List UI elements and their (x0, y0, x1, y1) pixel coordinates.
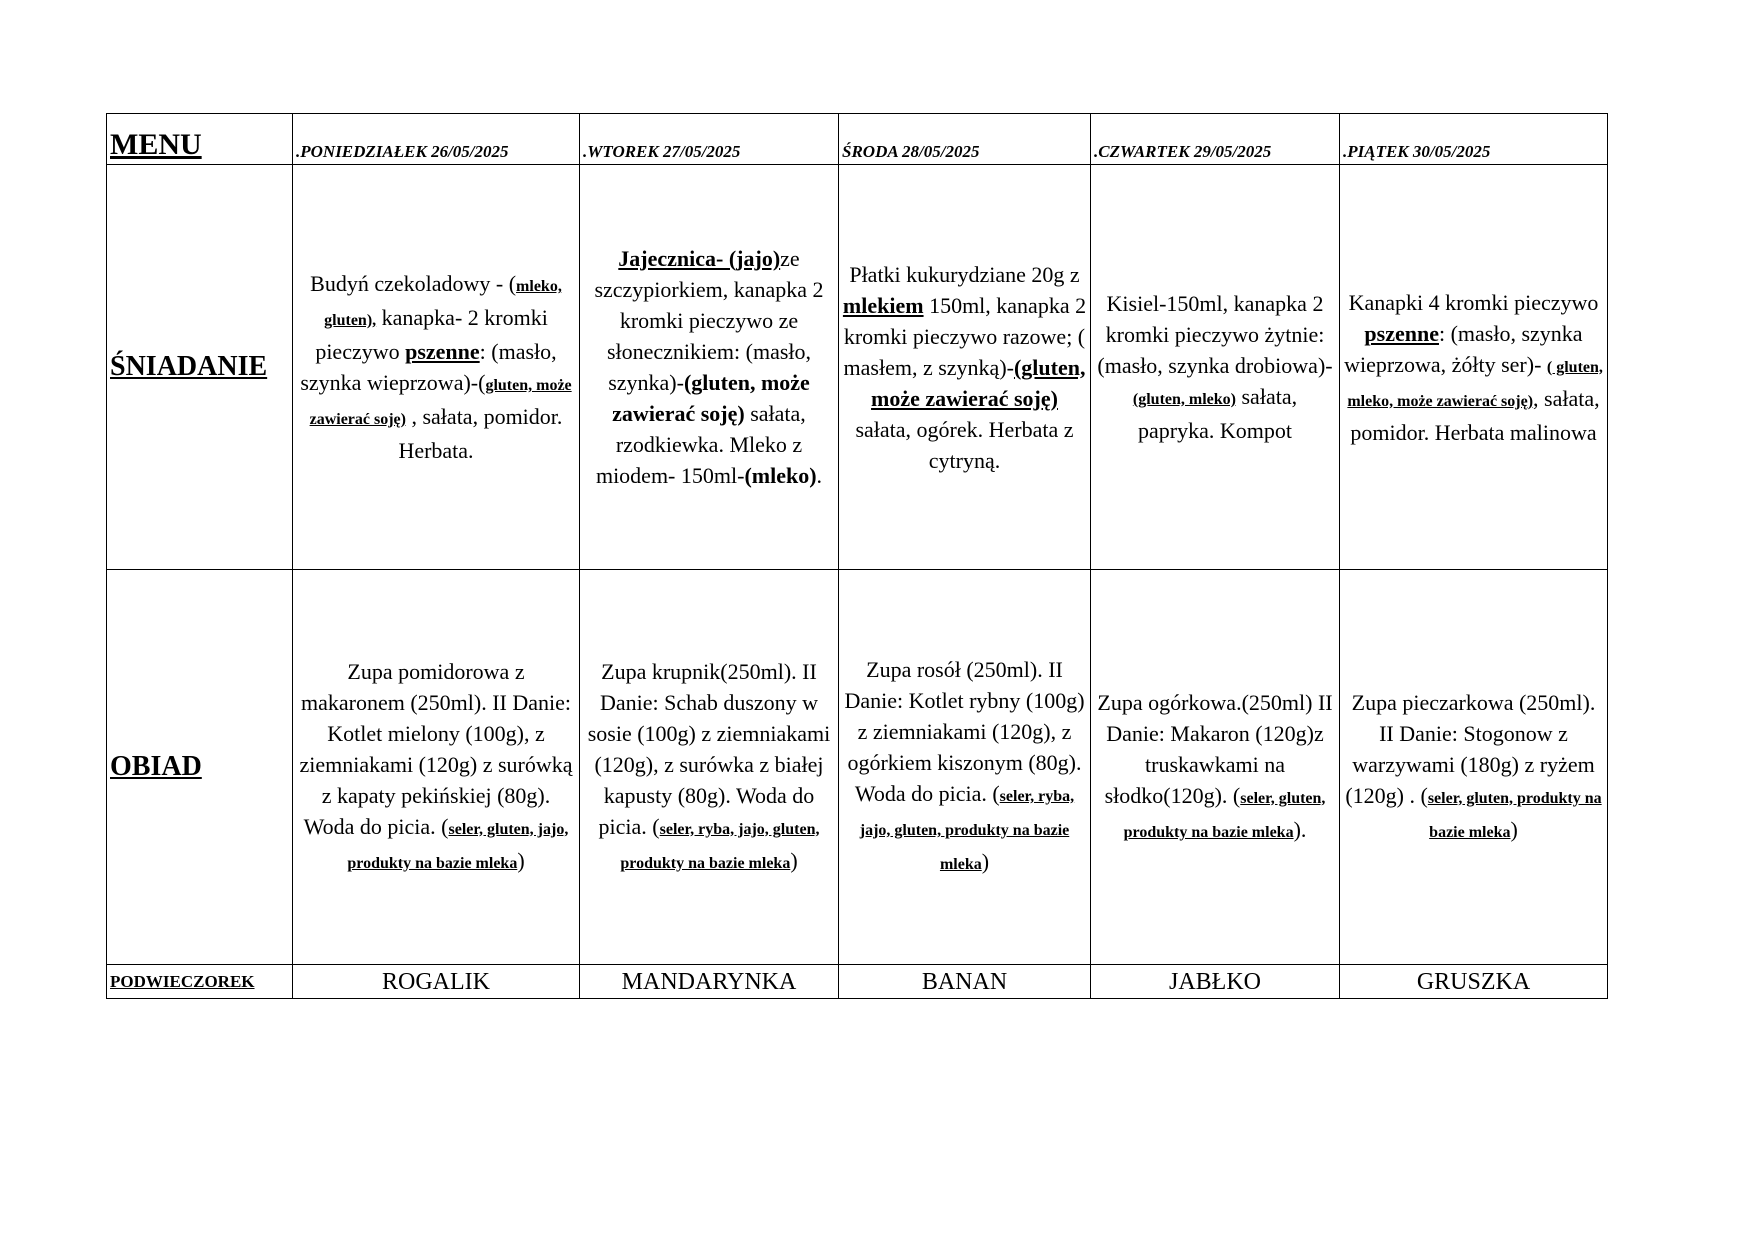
lunch-monday (293, 570, 580, 965)
allergen-span: seler, ryba, jajo, gluten, produkty na bazie mleka (859, 788, 1075, 873)
text-span: Zupa krupnik(250ml). II Danie: Schab duszony w sosie (100g) z ziemniakami (120g), z surówka z białej kapusty (80g). Woda do picia. ( (587, 658, 831, 839)
text-span: Zupa pieczarkowa (250ml). II Danie: Stogonow z warzywami (180g) z ryżem (120g) . ( (1345, 689, 1596, 808)
day-label: .CZWARTEK 29/05/2025 (1094, 142, 1272, 161)
text-span: ) (517, 847, 525, 873)
text-span: kanapka- 2 kromki pieczywo (315, 305, 548, 364)
text-span: sałata, papryka. Kompot (1138, 384, 1298, 443)
snack-label-cell (107, 965, 293, 999)
day-label: ŚRODA 28/05/2025 (842, 142, 980, 161)
lunch-label: OBIAD (110, 751, 202, 782)
lunch-tuesday (580, 570, 839, 965)
text-span: Zupa ogórkowa.(250ml) II Danie: Makaron (120g)z truskawkami na słodko(120g). ( (1097, 689, 1333, 808)
snack-tuesday: MANDARYNKA (580, 965, 839, 999)
menu-header-cell (107, 114, 293, 165)
text-span: Zupa rosół (250ml). II Danie: Kotlet rybny (100g) z ziemniakami (120g), z ogórkiem kiszonym (80g). Woda do picia. ( (844, 657, 1085, 806)
breakfast-thursday (1091, 165, 1340, 570)
allergen-span: ( gluten, mleko, może zawierać soję) (1347, 358, 1603, 410)
bold-span: Jajecznica- (jajo) (618, 246, 781, 271)
text-span: ) (1510, 816, 1518, 842)
text-span: Zupa pomidorowa z makaronem (250ml). II Danie: Kotlet mielony (100g), z ziemniakami (120g) z surówką z kapaty pekińskiej (80g). Woda do picia. ( (299, 658, 573, 839)
allergen-span: seler, gluten, jajo, produkty na bazie mleka (347, 820, 569, 872)
bold-span: (gluten, może zawierać soję) (612, 370, 810, 426)
day-header-friday (1340, 114, 1608, 165)
text-span: . (816, 463, 823, 488)
text-span: Kisiel-150ml, kanapka 2 kromki pieczywo żytnie:(masło, szynka drobiowa)- (1097, 291, 1333, 378)
header-row (107, 114, 1608, 165)
breakfast-row (107, 165, 1608, 570)
breakfast-label-cell (107, 165, 293, 570)
bold-span: mlekiem (842, 292, 924, 318)
snack-thursday: JABŁKO (1091, 965, 1340, 999)
day-header-thursday (1091, 114, 1340, 165)
text-span: ) (981, 849, 990, 874)
snack-friday: GRUSZKA (1340, 965, 1608, 999)
text-span: , sałata, pomidor. Herbata malinowa (1350, 385, 1600, 445)
lunch-thursday (1091, 570, 1340, 965)
snack-wednesday: BANAN (839, 965, 1091, 999)
menu-table (106, 113, 1608, 999)
lunch-friday (1340, 570, 1608, 965)
breakfast-friday (1340, 165, 1608, 570)
bold-span: pszenne (405, 339, 480, 364)
snack-label: PODWIECZOREK (110, 971, 255, 991)
lunch-wednesday (839, 570, 1091, 965)
snack-row (107, 965, 1608, 999)
lunch-label-cell (107, 570, 293, 965)
breakfast-wednesday (839, 165, 1091, 570)
text-span: Płatki kukurydziane 20g z (849, 261, 1080, 287)
allergen-span: seler, gluten, produkty na bazie mleka (1123, 789, 1326, 841)
day-label: .WTOREK 27/05/2025 (583, 142, 741, 161)
breakfast-label: ŚNIADANIE (110, 351, 268, 382)
text-span: : (masło, szynka wieprzowa)-( (300, 339, 557, 395)
day-label: .PONIEDZIAŁEK 26/05/2025 (296, 142, 509, 161)
allergen-span: seler, ryba, jajo, gluten, produkty na bazie mleka (620, 820, 820, 872)
day-header-tuesday (580, 114, 839, 165)
allergen-span: (gluten, mleko) (1132, 391, 1236, 408)
breakfast-monday (293, 165, 580, 570)
day-label: .PIĄTEK 30/05/2025 (1343, 142, 1491, 161)
text-span: 150ml, kanapka 2 kromki pieczywo razowe; ( masłem, z szynką)- (843, 292, 1087, 380)
lunch-row (107, 570, 1608, 965)
text-span: sałata, rzodkiewka. Mleko z miodem- 150ml- (595, 401, 806, 488)
text-span: ze szczypiorkiem, kanapka 2 kromki pieczywo ze słonecznikiem: (masło, szynka)- (594, 246, 824, 395)
allergen-span: mleko, gluten), (324, 278, 562, 329)
text-span: Kanapki 4 kromki pieczywo (1348, 289, 1599, 315)
text-span: Budyń czekoladowy - ( (310, 271, 517, 296)
allergen-span: seler, gluten, produkty na bazie mleka (1427, 789, 1602, 841)
text-span: sałata, ogórek. Herbata z cytryną. (855, 416, 1074, 473)
text-span: , sałata, pomidor. Herbata. (398, 404, 563, 463)
text-span: ). (1293, 816, 1307, 842)
bold-span: (mleko) (744, 463, 817, 488)
day-header-monday (293, 114, 580, 165)
text-span: ) (790, 847, 798, 873)
bold-span: (gluten, może zawierać soję) (871, 354, 1086, 411)
allergen-span: gluten, może zawierać soję) (309, 377, 572, 428)
text-span: : (masło, szynka wieprzowa, żółty ser)- (1344, 320, 1583, 377)
day-header-wednesday (839, 114, 1091, 165)
breakfast-tuesday (580, 165, 839, 570)
snack-monday: ROGALIK (293, 965, 580, 999)
menu-label: MENU (110, 128, 202, 161)
bold-span: pszenne (1364, 320, 1439, 346)
